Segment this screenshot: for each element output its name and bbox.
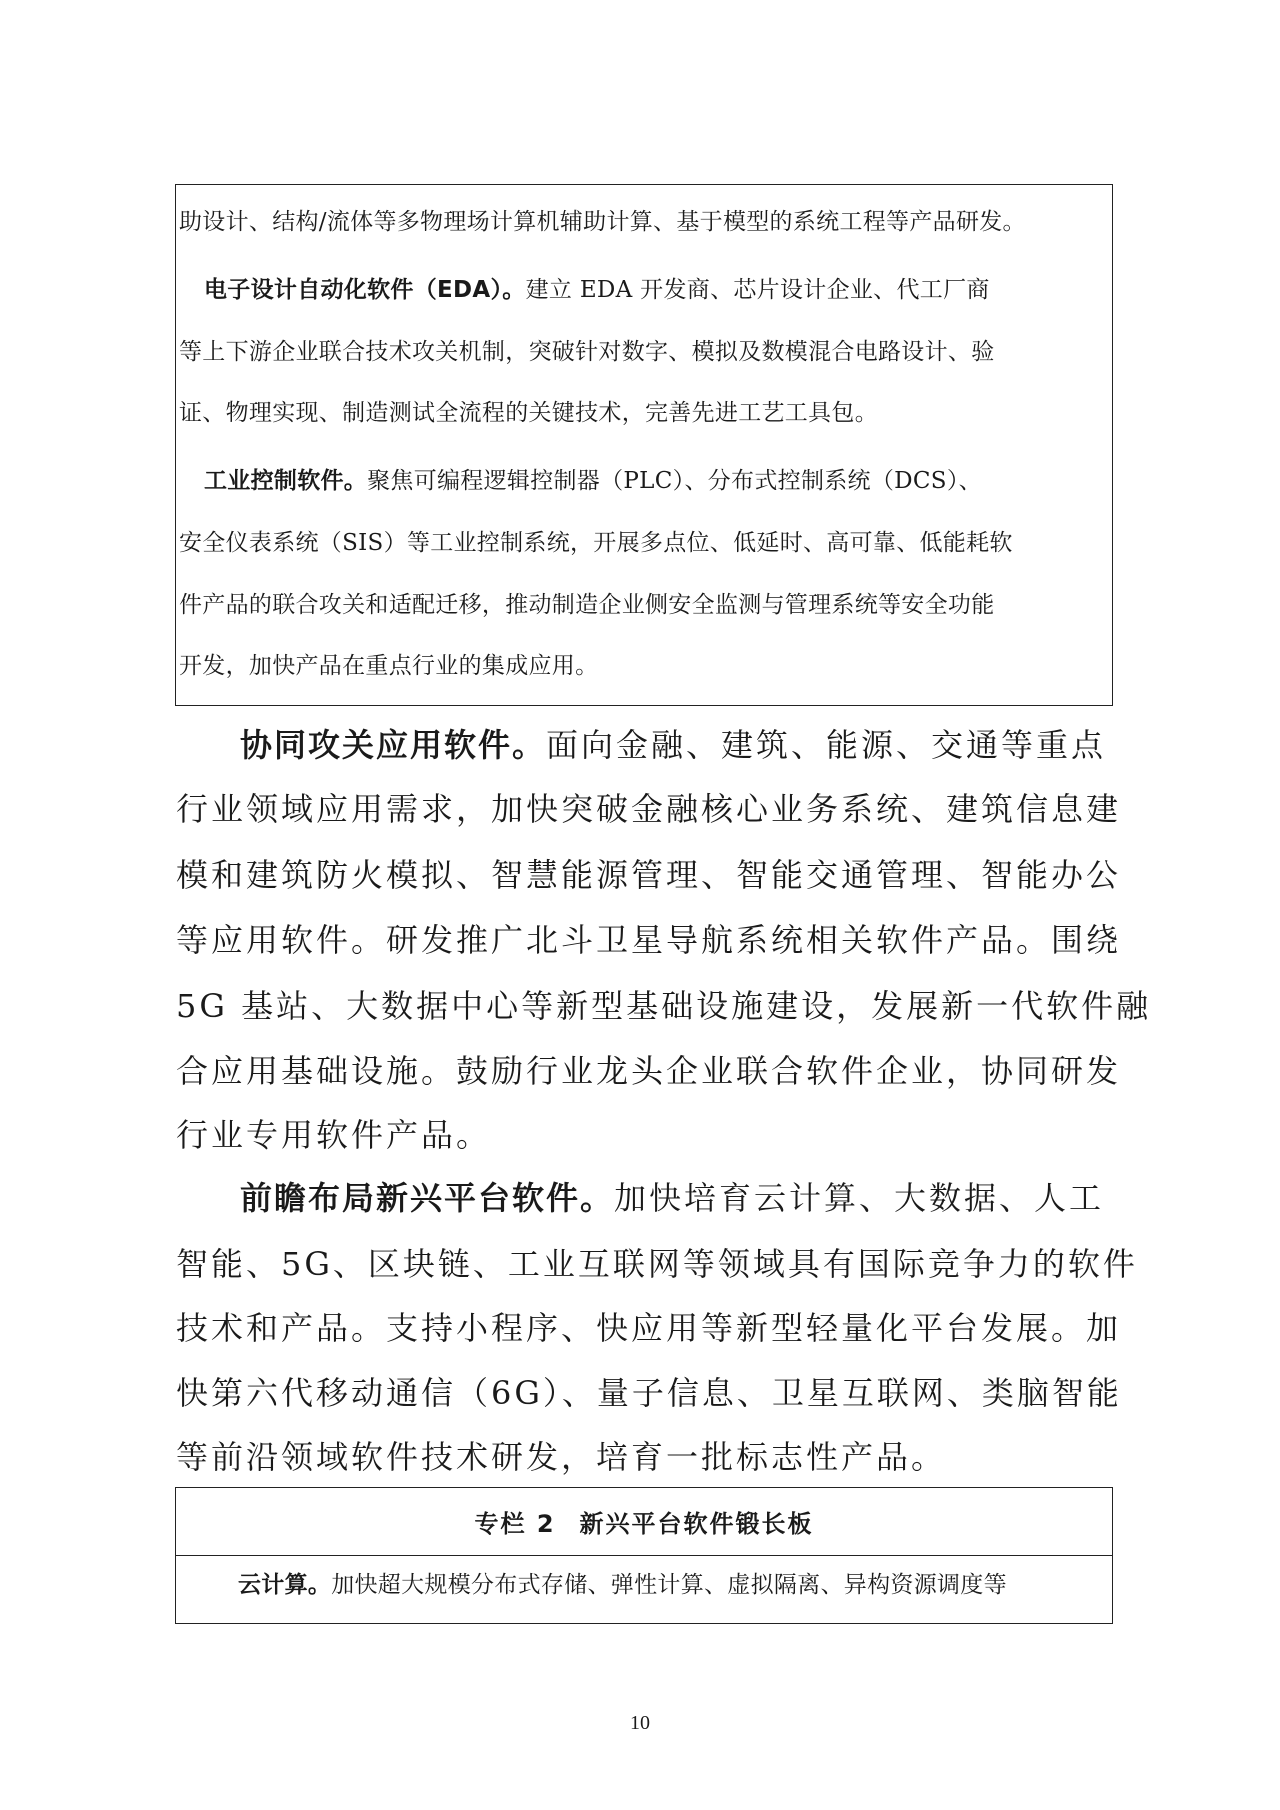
para1-line-1: 协同攻关应用软件。面向金融、建筑、能源、交通等重点 bbox=[240, 726, 1107, 764]
eda-line-2: 等上下游企业联合技术攻关机制，突破针对数字、模拟及数模混合电路设计、验 bbox=[179, 339, 995, 365]
para1-line-7: 行业专用软件产品。 bbox=[176, 1116, 492, 1154]
column-title-text: 新兴平台软件锻长板 bbox=[579, 1510, 814, 1538]
para1-line-6: 合应用基础设施。鼓励行业龙头企业联合软件企业，协同研发 bbox=[176, 1052, 1122, 1090]
eda-heading: 电子设计自动化软件（EDA）。 bbox=[204, 277, 526, 303]
para2-line-2: 智能、5G、区块链、工业互联网等领域具有国际竞争力的软件 bbox=[176, 1245, 1138, 1283]
para1-line-2: 行业领域应用需求，加快突破金融核心业务系统、建筑信息建 bbox=[176, 790, 1122, 828]
ics-line-1: 工业控制软件。聚焦可编程逻辑控制器（PLC）、分布式控制系统（DCS）、 bbox=[204, 468, 982, 494]
box-text-line: 助设计、结构/流体等多物理场计算机辅助计算、基于模型的系统工程等产品研发。 bbox=[179, 209, 1026, 235]
column-number: 专栏 2 bbox=[474, 1510, 556, 1538]
ics-line-3: 件产品的联合攻关和适配迁移，推动制造企业侧安全监测与管理系统等安全功能 bbox=[179, 592, 995, 618]
column-box-continued bbox=[175, 184, 1113, 706]
ics-line-2: 安全仪表系统（SIS）等工业控制系统，开展多点位、低延时、高可靠、低能耗软 bbox=[179, 530, 1013, 556]
para1-line-3: 模和建筑防火模拟、智慧能源管理、智能交通管理、智能办公 bbox=[176, 856, 1122, 894]
column-title bbox=[176, 1488, 1112, 1556]
para2-line-4: 快第六代移动通信（6G）、量子信息、卫星互联网、类脑智能 bbox=[176, 1374, 1122, 1412]
eda-line-1: 电子设计自动化软件（EDA）。建立 EDA 开发商、芯片设计企业、代工厂商 bbox=[204, 277, 990, 303]
para1-line-5: 5G 基站、大数据中心等新型基础设施建设，发展新一代软件融 bbox=[176, 987, 1152, 1025]
cloud-line-1: 云计算。加快超大规模分布式存储、弹性计算、虚拟隔离、异构资源调度等 bbox=[238, 1572, 1007, 1598]
ics-heading: 工业控制软件。 bbox=[204, 468, 368, 494]
para1-heading: 协同攻关应用软件。 bbox=[240, 726, 547, 764]
para1-line-4: 等应用软件。研发推广北斗卫星导航系统相关软件产品。围绕 bbox=[176, 921, 1122, 959]
para2-line-5: 等前沿领域软件技术研发，培育一批标志性产品。 bbox=[176, 1438, 947, 1476]
ics-line-4: 开发，加快产品在重点行业的集成应用。 bbox=[179, 653, 599, 679]
column-box-2 bbox=[175, 1487, 1113, 1624]
para2-line-1: 前瞻布局新兴平台软件。加快培育云计算、大数据、人工 bbox=[240, 1179, 1105, 1217]
page-number: 10 bbox=[630, 1712, 650, 1734]
cloud-heading: 云计算。 bbox=[238, 1572, 332, 1598]
para2-line-3: 技术和产品。支持小程序、快应用等新型轻量化平台发展。加 bbox=[176, 1309, 1122, 1347]
para2-heading: 前瞻布局新兴平台软件。 bbox=[240, 1179, 615, 1217]
eda-line-3: 证、物理实现、制造测试全流程的关键技术，完善先进工艺工具包。 bbox=[179, 400, 878, 426]
